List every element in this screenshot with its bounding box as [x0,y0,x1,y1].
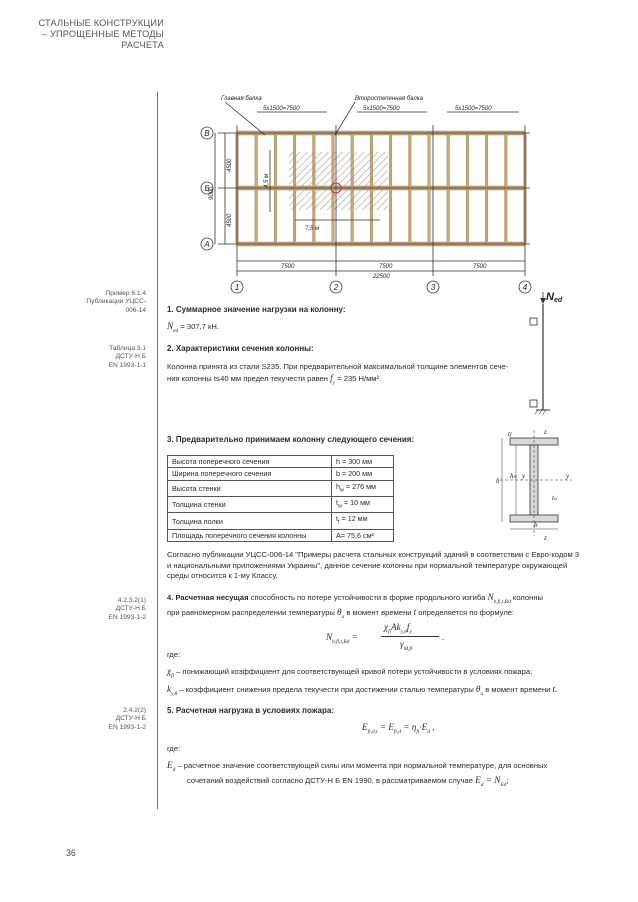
axis-col-label: 1 [234,283,240,292]
section-2-line: ния колонны t≤40 мм предел текучести равен $f_y = 235$ Н/мм². [167,372,382,386]
margin-note-line: 006-14 [125,306,146,314]
section-1-title: 1. Суммарное значение нагрузки на колонну: [167,305,346,314]
margin-note-line: 4.2.3.2(1) [117,597,146,604]
axis-y-left: y [522,472,526,480]
margin-note-line: ДСТУ-Н Б [115,715,146,723]
legend-ed-line: сочетаний воздействий согласно ДСТУ-Н Б EN 1990, в рассматриваемом случае $E_d = N_{Ed}$; [187,775,509,789]
page-number: 36 [66,848,76,858]
section-2-text-b: ния колонны t≤40 мм предел текучести равен [167,373,331,383]
section-4-text-a: способность по потере устойчивости в форме продольного изгиба [248,593,488,602]
table-cell: Высота стенки [168,480,332,496]
header-line: – УПРОЩЕННЫЕ МЕТОДЫ [41,29,164,39]
section-2-text [167,362,580,388]
section-4-text-d: в момент времени [344,608,414,618]
load-value: = 307,7 кН. [178,322,219,331]
svg-text:Ned [546,291,563,304]
margin-note-line: EN 1993-1-1 [108,361,146,369]
secondary-beam [485,133,488,244]
dim-h: h [496,477,500,485]
table-row [168,497,394,513]
span-label: 5x1500=7500 [455,106,492,112]
hatched-area [289,152,388,210]
where-label-1: где: [167,650,181,659]
dim-left-total: 9000 [209,186,215,200]
column-load-sub: ed [553,297,563,304]
table-cell [332,480,394,496]
header-line: РАСЧЕТА [121,40,164,50]
floor-plan-drawing [185,90,545,295]
margin-note-line: EN 1993-1-2 [108,723,146,731]
class-paragraph: Согласно публикации УЦСС-006-14 "Примеры расчета стальных конструкций зданий в соответствии с Евро-кодом 3 и национальными приложениями Украины", данное сечение колонны при нормальной температуре окружающей среды относится к 1-му Классу. [167,550,580,581]
margin-note-ref [36,290,146,315]
axis-z-top: z [544,428,547,436]
margin-note-line: Таблица 3.1 [109,345,146,352]
table-cell [332,513,394,529]
table-row [168,456,394,468]
axis-col-label: 2 [333,283,339,292]
table-cell-symbol: h [336,481,340,491]
table-cell: Толщина полки [168,513,332,529]
fire-load-formula: $E_{fi,d,t} = E_{fi,d} = \eta_{fi}\cdot E_d$ , [362,722,435,735]
section-properties-table [167,455,394,542]
secondary-beam [255,133,258,244]
secondary-beam [428,133,431,244]
dim-tw: t [552,494,554,502]
label-main-beam: Главная балка [221,96,262,102]
margin-note-line: ДСТУ-Н Б [115,353,146,361]
dim-tf: t [508,430,510,438]
section-2-title: 2. Характеристики сечения колонны: [167,344,314,353]
table-cell: Ширина поперечного сечения [168,468,332,480]
section-4-text-c: при равномерном распределении температуры [167,608,337,618]
axis-row-label: В [204,129,210,138]
section-4-title: 4. Расчетная несущая [167,593,249,602]
column-load-label: N [546,291,554,303]
span-label: 5x1500=7500 [263,106,300,112]
header-line: СТАЛЬНЫЕ КОНСТРУКЦИИ [38,18,164,28]
legend-chi-text: – понижающий коэффициент для соответствующей кривой потери устойчивости в условиях пожара; [176,667,533,676]
table-cell-symbol: t [336,514,338,524]
table-cell-rest: = 276 мм [343,481,376,491]
section-4-text-b: колонны [510,593,543,602]
dim-bottom-part: 7500 [281,264,295,270]
table-cell-rest: = 10 мм [341,498,370,508]
table-cell-sub: f [338,519,340,526]
secondary-beam [466,133,469,244]
margin-note-ref [36,597,146,622]
axis-y-right: y [566,472,570,480]
secondary-beam [505,133,508,244]
table-row [168,513,394,529]
where-label-2: где: [167,744,181,753]
legend-ed-line: $E_d$ – расчетное значение соответствующей силы или момента при нормальной температуре, для основных [167,760,548,773]
section-4-line: 4. Расчетная несущая способность по потере устойчивости в форме продольного изгиба $N_{b,fi,t,Rd}$ колонны [167,592,543,605]
section-3-title: 3. Предварительно принимаем колонну следующего сечения: [167,435,415,444]
legend-k-end: в момент времени [483,685,553,694]
section-5-title: 5. Расчетная нагрузка в условиях пожара: [167,706,334,715]
margin-note-line: EN 1993-1-2 [108,613,146,621]
margin-rule [157,92,158,809]
dim-left-part: 4500 [227,213,233,227]
legend-k: $k_{y,\theta}$ – коэффициент снижения предела текучести при достижении сталью температуры $\theta_a$ в момент времени t. [167,684,558,697]
table-cell-symbol: t [336,498,338,508]
dim-hw-sub: w [513,475,517,480]
secondary-beam [389,133,392,244]
dim-bottom-part: 7500 [473,264,487,270]
table-cell: Площадь поперечного сечения колонны [168,529,332,541]
dim-hw: h [510,472,514,480]
table-cell: h = 300 мм [332,456,394,468]
inner-dim-horizontal: 7,5 м [305,226,320,232]
axis-col-label: 4 [522,283,528,292]
table-cell: A= 75,6 см² [332,529,394,541]
dim-b: b [534,521,538,529]
span-label: 5x1500=7500 [363,106,400,112]
inner-dim-vertical: 4,5 м [264,173,270,188]
dim-left-part: 4500 [227,158,233,172]
secondary-beam [409,133,412,244]
label-secondary-beam: Второстепенная балка [355,96,423,102]
section-4-text-e: определяется по формуле: [416,608,515,618]
margin-note-ref [36,345,146,370]
table-cell: Высота поперечного сечения [168,456,332,468]
dim-bottom-part: 7500 [379,264,393,270]
table-cell [332,497,394,513]
secondary-beam [274,133,277,244]
running-header [4,18,164,51]
section-2-text-c: = 235 Н/мм². [335,373,382,383]
secondary-beam [447,133,450,244]
table-row [168,468,394,480]
dim-tw-sub: w [553,497,558,502]
margin-note-line: Пример 6.1.4 [105,290,146,297]
section-2-line: Колонна принята из стали S235. При предварительной максимальной толщине элементов сече- [167,362,509,371]
legend-ed-text-b: сочетаний воздействий согласно ДСТУ-Н Б EN 1990, в рассматриваемом случае [187,776,476,786]
axis-row-label: А [204,240,210,249]
margin-note-line: ДСТУ-Н Б [115,605,146,613]
table-row [168,480,394,496]
section-1-value: $N_{ed} = 307,7$ кН. [167,321,219,334]
legend-chi: $\chi_{fi}$ – понижающий коэффициент для соответствующей кривой потери устойчивости в условиях пожара; [167,666,533,679]
legend-k-text: – коэффициент снижения предела текучести при достижении сталью температуры [179,685,476,694]
axis-z-bottom: z [544,534,547,540]
svg-text:tw [552,494,558,502]
dim-tf-sub: f [509,433,512,438]
margin-note-line: 2.4.2(2) [123,707,146,714]
margin-note-ref [36,707,146,732]
table-cell-sub: w [340,487,344,494]
axis-col-label: 3 [430,283,436,292]
axis-row-label: Б [204,184,210,193]
margin-note-line: Публикации УЦСС- [86,298,146,306]
table-cell-sub: w [338,503,342,510]
table-row [168,529,394,541]
legend-ed [167,760,580,791]
section-4-text [167,592,580,623]
legend-ed-text-a: – расчетное значение соответствующей силы или момента при нормальной температуре, для основных [177,761,548,770]
svg-text:hw [510,472,518,480]
table-cell-rest: = 12 мм [339,514,368,524]
table-cell: b = 200 мм [332,468,394,480]
dim-bottom-total: 22500 [373,274,390,280]
section-4-line: при равномерном распределении температуры $\theta_a$ в момент времени t определяется по формуле: [167,607,515,621]
table-cell: Толщина стенки [168,497,332,513]
